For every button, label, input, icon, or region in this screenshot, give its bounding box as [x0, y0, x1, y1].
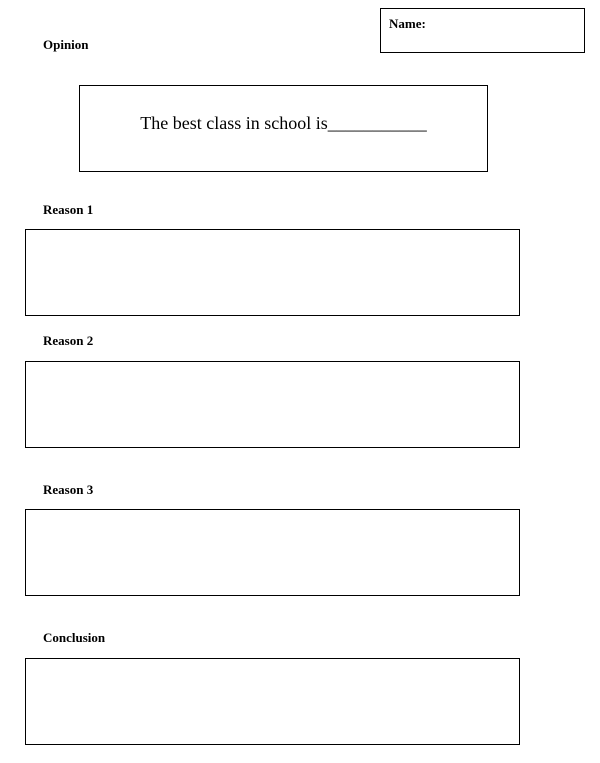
conclusion-heading: Conclusion — [43, 630, 106, 645]
reason-2-heading: Reason 2 — [43, 333, 94, 348]
reason-3-heading: Reason 3 — [43, 482, 94, 497]
reason-1-heading: Reason 1 — [43, 202, 94, 217]
reason-3-answer-box[interactable] — [25, 509, 520, 596]
reason-2-answer-box[interactable] — [25, 361, 520, 448]
opinion-box — [79, 85, 488, 172]
opinion-prompt: The best class in school is___________ — [140, 113, 427, 133]
name-label: Name: — [389, 16, 426, 31]
opinion-heading: Opinion — [43, 37, 89, 52]
reason-1-answer-box[interactable] — [25, 229, 520, 316]
name-field[interactable] — [380, 8, 585, 53]
conclusion-answer-box[interactable] — [25, 658, 520, 745]
